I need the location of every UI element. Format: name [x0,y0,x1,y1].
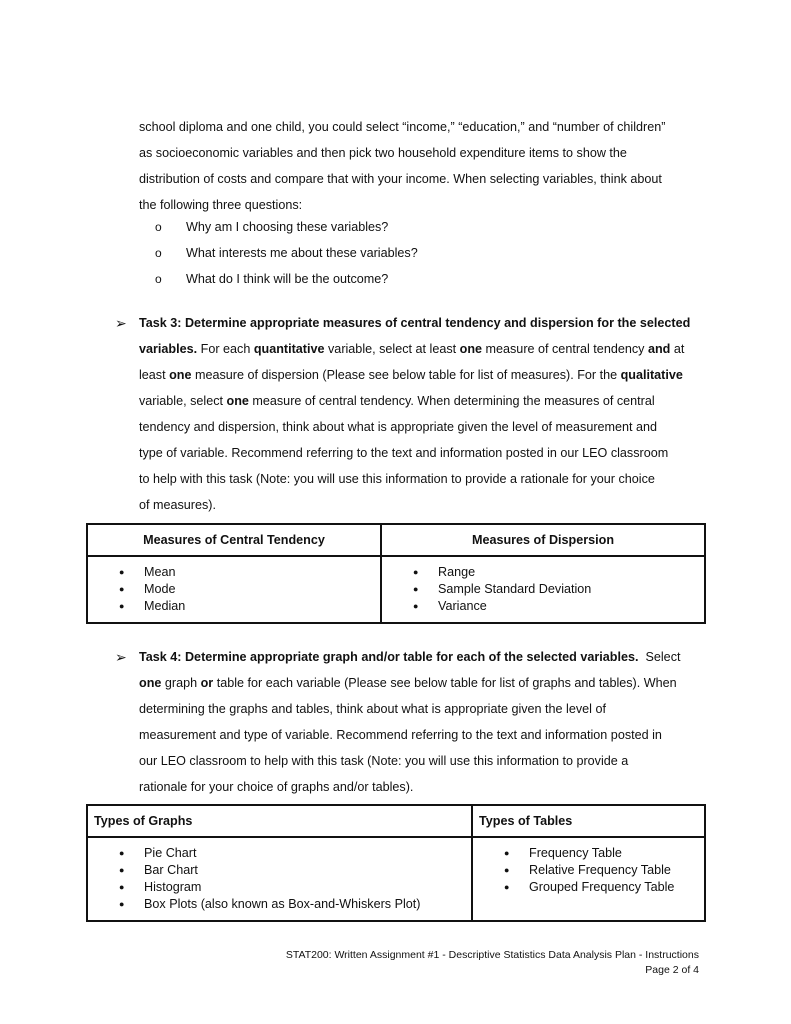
page-number: Page 2 of 4 [645,964,699,976]
list-item: ● Relative Frequency Table [474,862,703,879]
header-tables: Types of Tables [472,805,705,837]
task4-line: measurement and type of variable. Recommend referring to the text and information posted in [139,728,662,742]
central-tendency-cell [87,556,381,623]
task4-title: Task 4: Determine appropriate graph and/or table for each of the selected variables. [139,650,639,664]
questions-list [155,214,418,292]
task3-line [115,336,710,362]
circle-bullet-icon: o [155,246,162,260]
circle-bullet-icon: o [155,220,162,234]
text: measure of central tendency. When determining the measures of central [248,394,655,408]
bold-text: one [139,676,162,690]
task4-line: determining the graphs and tables, think about what is appropriate given the level of [139,702,606,716]
list-item: ● Sample Standard Deviation [383,581,703,598]
text: least [139,368,170,382]
task3-title: Task 3: Determine appropriate measures of central tendency and dispersion for the selected [139,316,691,330]
task4-line: our LEO classroom to help with this task (Note: you will use this information to provide a [139,754,629,768]
text: variable, select at least [324,342,460,356]
list-item: ● Bar Chart [89,862,470,879]
question-text: What interests me about these variables? [186,246,418,260]
dispersion-cell [381,556,705,623]
footer-title: STAT200: Written Assignment #1 - Descriptive Statistics Data Analysis Plan - Instructions [285,949,699,961]
circle-bullet-icon: o [155,272,162,286]
list-item: ● Pie Chart [89,845,470,862]
question-text: What do I think will be the outcome? [186,272,389,286]
list-item: ● Grouped Frequency Table [474,879,703,896]
arrow-bullet-icon: ➢ [115,315,127,331]
intro-line: as socioeconomic variables and then pick two household expenditure items to show the [139,146,627,160]
task3-line: tendency and dispersion, think about what is appropriate given the level of measurement and [139,420,658,434]
task-3 [115,310,710,518]
bold-text: and [647,342,671,356]
header-central-tendency: Measures of Central Tendency [87,524,381,556]
graphs-table [86,804,706,922]
text: measure of dispersion (Please see below table for list of measures). For the [191,368,621,382]
task4-line [115,644,710,670]
question-item [155,240,418,266]
intro-line: the following three questions: [139,198,303,212]
graphs-cell [87,837,472,921]
task-4 [115,644,710,800]
task4-line [115,670,710,696]
task3-line: to help with this task (Note: you will use this information to provide a rationale for your choice [139,472,655,486]
text: graph [161,676,201,690]
task3-line: of measures). [139,498,216,512]
list-item: ● Histogram [89,879,470,896]
measures-table [86,523,706,624]
text: Select [638,650,681,664]
bold-text: or [200,676,214,690]
page-footer [286,948,699,978]
text: at [670,342,685,356]
bold-text: quantitative [253,342,325,356]
bold-text: one [169,368,192,382]
bold-text: one [226,394,249,408]
list-item: ● Mean [89,564,379,581]
tables-cell [472,837,705,921]
bold-text: qualitative [620,368,683,382]
task3-line [115,388,710,414]
task3-line [115,310,710,336]
intro-line: school diploma and one child, you could select “income,” “education,” and “number of children” [139,120,666,134]
header-graphs: Types of Graphs [87,805,472,837]
task3-line: type of variable. Recommend referring to the text and information posted in our LEO classroom [139,446,669,460]
intro-line: distribution of costs and compare that with your income. When selecting variables, think about [139,172,662,186]
list-item: ● Mode [89,581,379,598]
question-item [155,214,418,240]
bold-text: variables. [139,342,198,356]
text: table for each variable (Please see below table for list of graphs and tables). When [213,676,677,690]
text: variable, select [139,394,227,408]
list-item: ● Range [383,564,703,581]
intro-paragraph [139,114,705,218]
text: measure of central tendency [482,342,648,356]
list-item: ● Median [89,598,379,615]
list-item: ● Variance [383,598,703,615]
text: For each [197,342,254,356]
question-text: Why am I choosing these variables? [186,220,389,234]
list-item: ● Box Plots (also known as Box-and-Whiskers Plot) [89,896,470,913]
task4-line: rationale for your choice of graphs and/or tables). [139,780,414,794]
question-item [155,266,418,292]
header-dispersion: Measures of Dispersion [381,524,705,556]
task3-line [115,362,710,388]
list-item: ● Frequency Table [474,845,703,862]
bold-text: one [459,342,483,356]
arrow-bullet-icon: ➢ [115,649,127,665]
